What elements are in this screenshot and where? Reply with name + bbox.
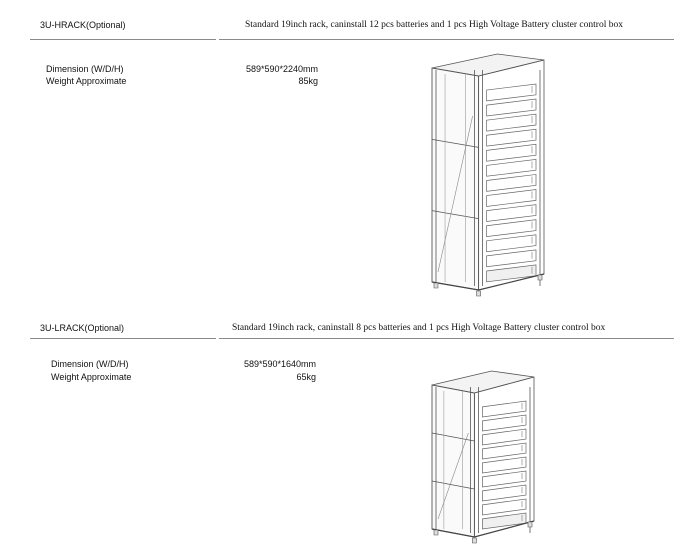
battery-slot — [487, 114, 536, 131]
header-divider-right — [219, 338, 674, 339]
battery-slot — [482, 457, 526, 473]
header-divider-right — [219, 39, 674, 40]
battery-slot — [482, 499, 526, 515]
battery-slot — [487, 144, 536, 161]
section-title: 3U-LRACK(Optional) — [40, 323, 125, 333]
spec-label-weight: Weight Approximate — [46, 76, 127, 86]
battery-slot — [482, 471, 526, 487]
battery-slot — [482, 443, 526, 459]
spec-label-dimension: Dimension (W/D/H) — [51, 359, 129, 369]
control-box-slot — [482, 513, 526, 529]
battery-slot — [482, 401, 526, 417]
rack-foot — [434, 283, 438, 288]
header-divider-left — [30, 39, 216, 40]
battery-slot — [482, 415, 526, 431]
control-box-slot — [487, 265, 536, 282]
spec-value-weight: 85kg — [298, 76, 318, 86]
battery-slot — [487, 190, 536, 207]
rack-foot — [538, 275, 542, 280]
rack-illustration-short — [424, 367, 544, 549]
battery-slot — [487, 220, 536, 237]
battery-slot — [482, 429, 526, 445]
battery-slot — [487, 205, 536, 222]
spec-label-weight: Weight Approximate — [51, 372, 132, 382]
rack-side-panel — [432, 385, 474, 537]
battery-slot — [487, 174, 536, 191]
spec-value-weight: 65kg — [296, 372, 316, 382]
spec-label-dimension: Dimension (W/D/H) — [46, 64, 124, 74]
spec-value-dimension: 589*590*1640mm — [243, 359, 316, 369]
rack-foot — [472, 538, 476, 543]
battery-slot — [487, 159, 536, 176]
section-description: Standard 19inch rack, caninstall 12 pcs batteries and 1 pcs High Voltage Battery cluster control box — [245, 20, 623, 30]
header-divider-left — [30, 338, 216, 339]
rack-foot — [477, 291, 481, 296]
battery-slot — [487, 99, 536, 116]
spec-value-dimension: 589*590*2240mm — [245, 64, 318, 74]
section-description: Standard 19inch rack, caninstall 8 pcs batteries and 1 pcs High Voltage Battery cluster control box — [232, 323, 606, 333]
battery-slot — [482, 485, 526, 501]
section-title: 3U-HRACK(Optional) — [40, 20, 126, 30]
battery-slot — [487, 129, 536, 146]
rack-foot — [434, 530, 438, 535]
rack-illustration-tall — [424, 50, 554, 302]
battery-slot — [487, 250, 536, 267]
battery-slot — [487, 84, 536, 101]
battery-slot — [487, 235, 536, 252]
rack-side-panel — [432, 68, 479, 290]
rack-foot — [528, 522, 532, 527]
